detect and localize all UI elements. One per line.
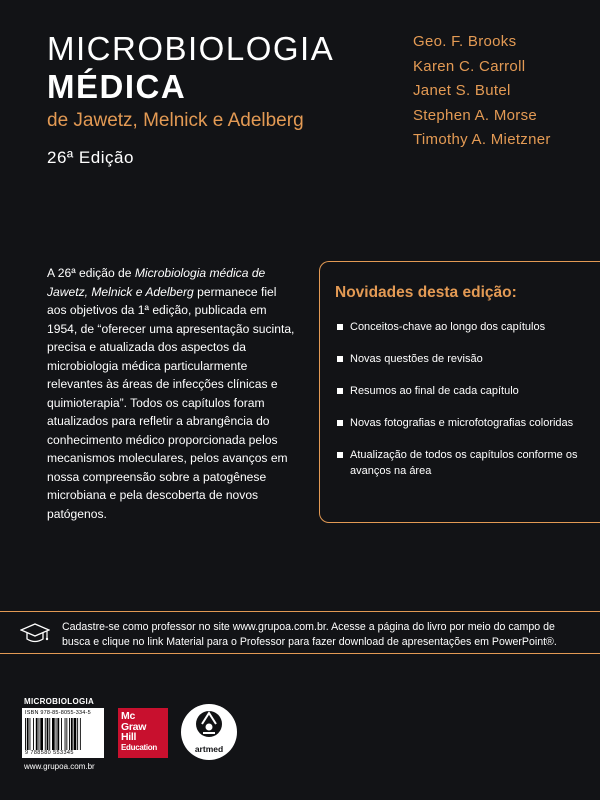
- mcgraw-line-3: Hill: [121, 731, 137, 743]
- artmed-logo: [181, 704, 237, 760]
- isbn-text: ISBN 978-85-8055-334-5: [25, 710, 91, 716]
- author: Timothy A. Mietzner: [413, 131, 551, 148]
- new-features-list: [337, 319, 597, 495]
- barcode-number: 9 788580 553345: [25, 750, 74, 756]
- new-features-box: [319, 261, 600, 523]
- description-prefix: A 26ª edição de: [47, 266, 135, 280]
- mcgraw-line-1: Mc: [121, 710, 135, 722]
- edition: 26ª Edição: [47, 148, 134, 167]
- professor-banner: [0, 611, 600, 654]
- list-item-text: Resumos ao final de cada capítulo: [350, 385, 519, 397]
- subtitle: de Jawetz, Melnick e Adelberg: [47, 110, 304, 131]
- description-book-name: Microbiologia médica de Jawetz, Melnick e Adelberg: [47, 266, 266, 299]
- title-line-2: MÉDICA: [47, 68, 187, 105]
- barcode-box: [22, 708, 104, 758]
- mcgraw-line-4: Education: [121, 742, 157, 752]
- author: Geo. F. Brooks: [413, 33, 517, 50]
- square-bullet-icon: [337, 388, 343, 394]
- list-item: [337, 351, 597, 367]
- list-item-text: Novas questões de revisão: [350, 353, 483, 365]
- graduation-cap-icon: [20, 621, 50, 645]
- mcgraw-line-2: Graw: [121, 720, 147, 733]
- new-features-title: Novidades desta edição:: [335, 284, 517, 301]
- artmed-wordmark: artmed: [194, 744, 224, 754]
- author: Karen C. Carroll: [413, 57, 526, 75]
- list-item: [337, 319, 597, 335]
- list-item-text: Atualização de todos os capítulos conforme os avanços na área: [350, 449, 578, 477]
- barcode: [25, 718, 101, 750]
- author: Janet S. Butel: [413, 82, 511, 99]
- square-bullet-icon: [337, 324, 343, 330]
- list-item-text: Conceitos-chave ao longo dos capítulos: [350, 321, 546, 333]
- square-bullet-icon: [337, 452, 343, 458]
- artmed-emblem-icon: [181, 704, 237, 744]
- list-item-text: Novas fotografias e microfotografias coloridas: [350, 417, 574, 429]
- title-line-1: MICROBIOLOGIA: [47, 30, 335, 67]
- title-block: [47, 30, 334, 170]
- list-item: [337, 383, 597, 399]
- mcgraw-hill-logo: [118, 708, 168, 758]
- publisher-url: www.grupoa.com.br: [24, 762, 95, 771]
- list-item: [337, 415, 597, 431]
- square-bullet-icon: [337, 420, 343, 426]
- book-description: [47, 264, 297, 523]
- author-list: [413, 30, 551, 153]
- square-bullet-icon: [337, 356, 343, 362]
- description-body: permanece fiel aos objetivos da 1ª edição, publicada em 1954, de “oferecer uma apresentação sucinta, precisa e atualizada dos aspectos da microbiologia médica particularmente relevantes às áreas de infecções clínicas e quimioterapia”. Todos os capítulos foram atualizados para refletir a abrangência do conhecimento médico proporcionada pelos mecanismos moleculares, pelos avanços em nossa compreensão sobre a patogênese microbiana e pela descoberta de novos patógenos.: [47, 284, 295, 521]
- professor-text: Cadastre-se como professor no site www.grupoa.com.br. Acesse a página do livro por meio do campo de busca e clique no link Material para o Professor para fazer download de apresentações em PowerPoint®.: [62, 621, 557, 648]
- author: Stephen A. Morse: [413, 106, 538, 124]
- barcode-label: MICROBIOLOGIA: [24, 697, 95, 706]
- list-item: [337, 447, 597, 479]
